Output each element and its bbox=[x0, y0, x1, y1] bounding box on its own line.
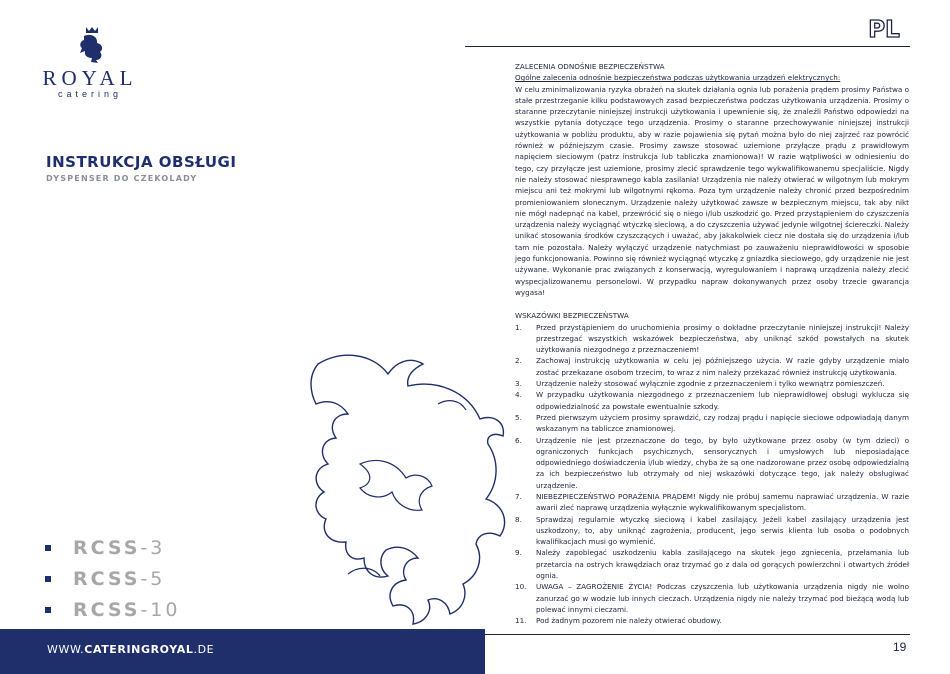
list-item: 1. Przed przystąpieniem do uruchomienia prosimy o dokładne przeczytanie niniejszej instrukcji! Należy przestrzegać wszystkich wskazówek bezpieczeństwa, aby uniknąć szkód powstałych na skutek użytkowania niezgodnego z przeznaczeniem! bbox=[515, 322, 909, 355]
svg-text:PL: PL bbox=[868, 17, 900, 41]
safety-list bbox=[515, 322, 909, 627]
list-item: 7. NIEBEZPIECZEŃSTWO PORAŻENIA PRĄDEM! Nigdy nie próbuj samemu naprawiać urządzenia. W razie awarii zleć naprawę urządzenia wyłącznie wykwalifikowanym specjalistom. bbox=[515, 491, 909, 513]
list-item: 3. Urządzenie należy stosować wyłącznie zgodnie z przeznaczeniem i tylko wewnątrz pomieszczeń. bbox=[515, 379, 885, 389]
list-item bbox=[45, 563, 181, 594]
product-subtitle: DYSPENSER DO CZEKOLADY bbox=[46, 174, 198, 183]
square-bullet-icon bbox=[45, 576, 51, 582]
model-list bbox=[45, 532, 181, 625]
list-item: 6. Urządzenie nie jest przeznaczone do tego, by było użytkowane przez osoby (w tym dzieci) o ograniczonych funkcjach psychicznych, sensorycznych i umysłowych lub nieposiadające odpowiedniego doświadczenia i/lub wiedzy, chyba że są one nadzorowane przez osobę odpowiedzialną za ich bezpieczeństwo lub otrzymały od niej wskazówki dotyczące tego, jak należy obsługiwać urządzenie. bbox=[515, 435, 909, 490]
list-item: 2. Zachowaj instrukcję użytkowania w celu jej późniejszego użycia. W razie gdyby urządzenie miało zostać przekazane osobom trzecim, to wraz z nim należy przekazać również instrukcję użytkowania. bbox=[515, 356, 909, 377]
website-link[interactable]: WWW.CATERINGROYAL.DE bbox=[47, 643, 215, 656]
square-bullet-icon bbox=[45, 545, 51, 551]
brand-name: ROYAL bbox=[42, 66, 138, 90]
square-bullet-icon bbox=[45, 607, 51, 613]
brand-tagline: catering bbox=[57, 89, 123, 99]
language-badge bbox=[862, 16, 906, 41]
list-item: 8. Sprawdzaj regularnie wtyczkę sieciową i kabel zasilający. Jeżeli kabel zasilający urządzenia jest uszkodzony, to, aby uniknąć zagrożenia, producent, jego serwis klienta lub osoba o podobnych kwalifikacjach musi go wymienić. bbox=[515, 514, 909, 547]
list-item bbox=[45, 594, 181, 625]
list-item: 5. Przed pierwszym użyciem prosimy sprawdzić, czy rodzaj prądu i napięcie sieciowe odpowiadają danym wskazanym na tabliczce znamionowej. bbox=[515, 412, 909, 434]
model-name: RCSS-3 bbox=[73, 536, 166, 559]
safety-content bbox=[515, 61, 909, 627]
list-item: 4. W przypadku użytkowania niezgodnego z przeznaczeniem lub nieprawidłowej obsługi wyklucza się odpowiedzialność za powstałe ewentualnie szkody. bbox=[515, 390, 909, 411]
header-divider bbox=[465, 46, 910, 47]
page-number: 19 bbox=[893, 640, 907, 654]
section-body: W celu zminimalizowania ryzyka obrażeń na skutek działania ognia lub porażenia prądem prosimy Państwa o stałe przestrzeganie kilku podstawowych zasad bezpieczeństwa podczas użytkowania urządzenia. Prosimy o staranne przeczytanie niniejszej instrukcji użytkowania i upewnienie się, że znaleźli Państwo odpowiedzi na wszystkie pytania dotyczące tego urządzenia. Prosimy o staranne przechowywanie niniejszej instrukcji użytkowania w pobliżu produktu, aby w razie pojawienia się pytań można było do niej zajrzeć raz powrócić również w późniejszym czasie. Prosimy zawsze stosować uziemione przyłącze prądu z prawidłowym napięciem sieciowym (patrz instrukcja lub tabliczka znamionowa)! W razie wątpliwości w odniesieniu do tego, czy przyłącze jest uziemione, prosimy zlecić sprawdzenie tego wykwalifikowanemu specjaliście. Nigdy nie należy stosować niesprawnego kabla zasilania! Urządzenia nie należy otwierać w wilgotnym lub mokrym miejscu ani też mokrymi lub wilgotnymi rękoma. Poza tym urządzenie należy chronić przed bezpośrednim promieniowaniem słonecznym. Urządzenie należy użytkować zawsze w bezpiecznym miejscu, tak aby nikt nie mógł nadepnąć na kabel, przewrócić się o niego i/lub uszkodzić go. Przed przystąpieniem do czyszczenia urządzenia należy wyciągnąć wtyczkę sieciową, a do czyszczenia używać jedynie wilgotnej ściereczki. Należy unikać stosowania środków czyszczących i uważać, aby jakakolwiek ciecz nie dostała się do urządzenia i/lub tam nie pozostała. Należy wyłączyć urządzenie natychmiast po zauważeniu nieprawidłowości w sposobie jego funkcjonowania. Powinno się również wyciągnąć wtyczkę z gniazdka sieciowego, gdy urządzenie nie jest używane. Wykonanie prac związanych z konserwacją, wyregulowaniem i naprawą urządzenia należy zlecić wyspecjalizowanemu personelowi. W przypadku napraw dokonywanych przez osoby trzecie gwarancja wygasa! bbox=[515, 84, 909, 297]
footer-bar bbox=[0, 629, 485, 674]
list-item: 11. Pod żadnym pozorem nie należy otwierać obudowy. bbox=[515, 616, 722, 626]
brand-logo bbox=[40, 24, 140, 99]
list-item bbox=[45, 532, 181, 563]
model-name: RCSS-10 bbox=[73, 598, 181, 621]
lion-crest-icon bbox=[72, 24, 108, 64]
manual-title: INSTRUKCJA OBSŁUGI bbox=[46, 153, 237, 171]
section-subheading: Ogólne zalecenia odnośnie bezpieczeństwa podczas użytkowania urządzeń elektrycznych: bbox=[515, 73, 841, 83]
section-heading: WSKAZÓWKI BEZPIECZEŃSTWA bbox=[515, 311, 629, 321]
list-item: 9. Należy zapobiegać uszkodzeniu kabla zasilającego na skutek jego zgniecenia, przełamania lub przetarcia na ostrych krawędziach oraz trzymać go z dala od gorących powierzchni i otwartych źródeł ognia. bbox=[515, 548, 909, 581]
model-name: RCSS-5 bbox=[73, 567, 166, 590]
section-heading: ZALECENIA ODNOŚNIE BEZPIECZEŃSTWA bbox=[515, 62, 665, 71]
footer-divider bbox=[485, 634, 910, 635]
lion-outline-icon bbox=[288, 344, 518, 629]
list-item: 10. UWAGA – ZAGROŻENIE ŻYCIA! Podczas czyszczenia lub użytkowania urządzenia nigdy nie wolno zanurzać go w wodzie lub innych cieczach. Urządzenia nigdy nie należy trzymać pod bieżącą wodą lub polewać innymi cieczami. bbox=[515, 582, 909, 614]
